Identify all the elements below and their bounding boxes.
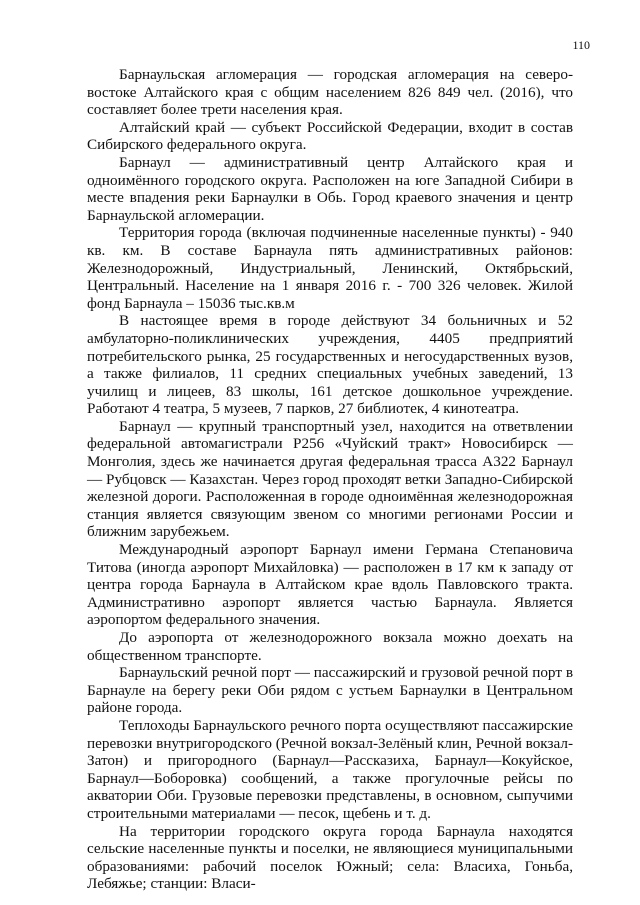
paragraph-barnaul-center: Барнаул — административный центр Алтайского края и одноимённого городского округа. Расположен на юге Западной Сибири в месте впадения реки Барнаулки в Обь. Город краевого значения и центр Барнаульской агломерации. bbox=[87, 153, 573, 224]
paragraph-airport-access: До аэропорта от железнодорожного вокзала можно доехать на общественном транспорте. bbox=[87, 629, 573, 664]
page-number: 110 bbox=[572, 38, 590, 52]
document-body bbox=[87, 66, 573, 893]
paragraph-airport: Международный аэропорт Барнаул имени Германа Степановича Титова (иногда аэропорт Михайловка) — расположен в 17 км к западу от центра города Барнаула в Алтайском крае вдоль Павловского тракта. Административно аэропорт является частью Барнаула. Является аэропортом федерального значения. bbox=[87, 541, 573, 629]
paragraph-agglomeration: Барнаульская агломерация — городская агломерация на северо-востоке Алтайского края с общим населением 826 849 чел. (2016), что составляет более трети населения края. bbox=[87, 66, 573, 119]
paragraph-altai-krai: Алтайский край — субъект Российской Федерации, входит в состав Сибирского федерального округа. bbox=[87, 118, 573, 154]
paragraph-territory: Территория города (включая подчиненные населенные пункты) - 940 кв. км. В составе Барнаула пять административных районов: Железнодорожный, Индустриальный, Ленинский, Октябрьский, Центральный. Население на 1 января 2016 г. - 700 326 человек. Жилой фонд Барнаула – 15036 тыс.кв.м bbox=[87, 224, 573, 312]
paragraph-river-port: Барнаульский речной порт — пассажирский и грузовой речной порт в Барнауле на берегу реки Оби рядом с устьем Барнаулки в Центральном районе города. bbox=[87, 664, 573, 717]
paragraph-institutions: В настоящее время в городе действуют 34 больничных и 52 амбулаторно-поликлинических учреждения, 4405 предприятий потребительского рынка, 25 государственных и негосударственных вузов, а также филиалов, 11 средних специальных учебных заведений, 13 училищ и лицеев, 83 школы, 161 детское дошкольное учреждение. Работают 4 театра, 5 музеев, 7 парков, 27 библиотек, 4 кинотеатра. bbox=[87, 312, 573, 418]
paragraph-ships: Теплоходы Барнаульского речного порта осуществляют пассажирские перевозки внутригородского (Речной вокзал-Зелёный клин, Речной вокзал-Затон) и пригородного (Барнаул—Рассказиха, Барнаул—Кокуйское, Барнаул—Боборовка) сообщений, а также прогулочные рейсы по акватории Оби. Грузовые перевозки представлены, в основном, сыпучими строительными материалами — песок, щебень и т. д. bbox=[87, 716, 573, 822]
paragraph-settlements: На территории городского округа города Барнаула находятся сельские населенные пункты и поселки, не являющиеся муниципальными образованиями: рабочий поселок Южный; села: Власиха, Гоньба, Лебяжье; станции: Власи- bbox=[87, 822, 573, 893]
paragraph-transport-hub: Барнаул — крупный транспортный узел, находится на ответвлении федеральной автомагистрали Р256 «Чуйский тракт» Новосибирск —Монголия, здесь же начинается другая федеральная трасса А322 Барнаул — Рубцовск — Казахстан. Через город проходят ветки Западно-Сибирской железной дороги. Расположенная в городе одноимённая железнодорожная станция является связующим звеном со многими регионами России и ближним зарубежьем. bbox=[87, 417, 573, 541]
